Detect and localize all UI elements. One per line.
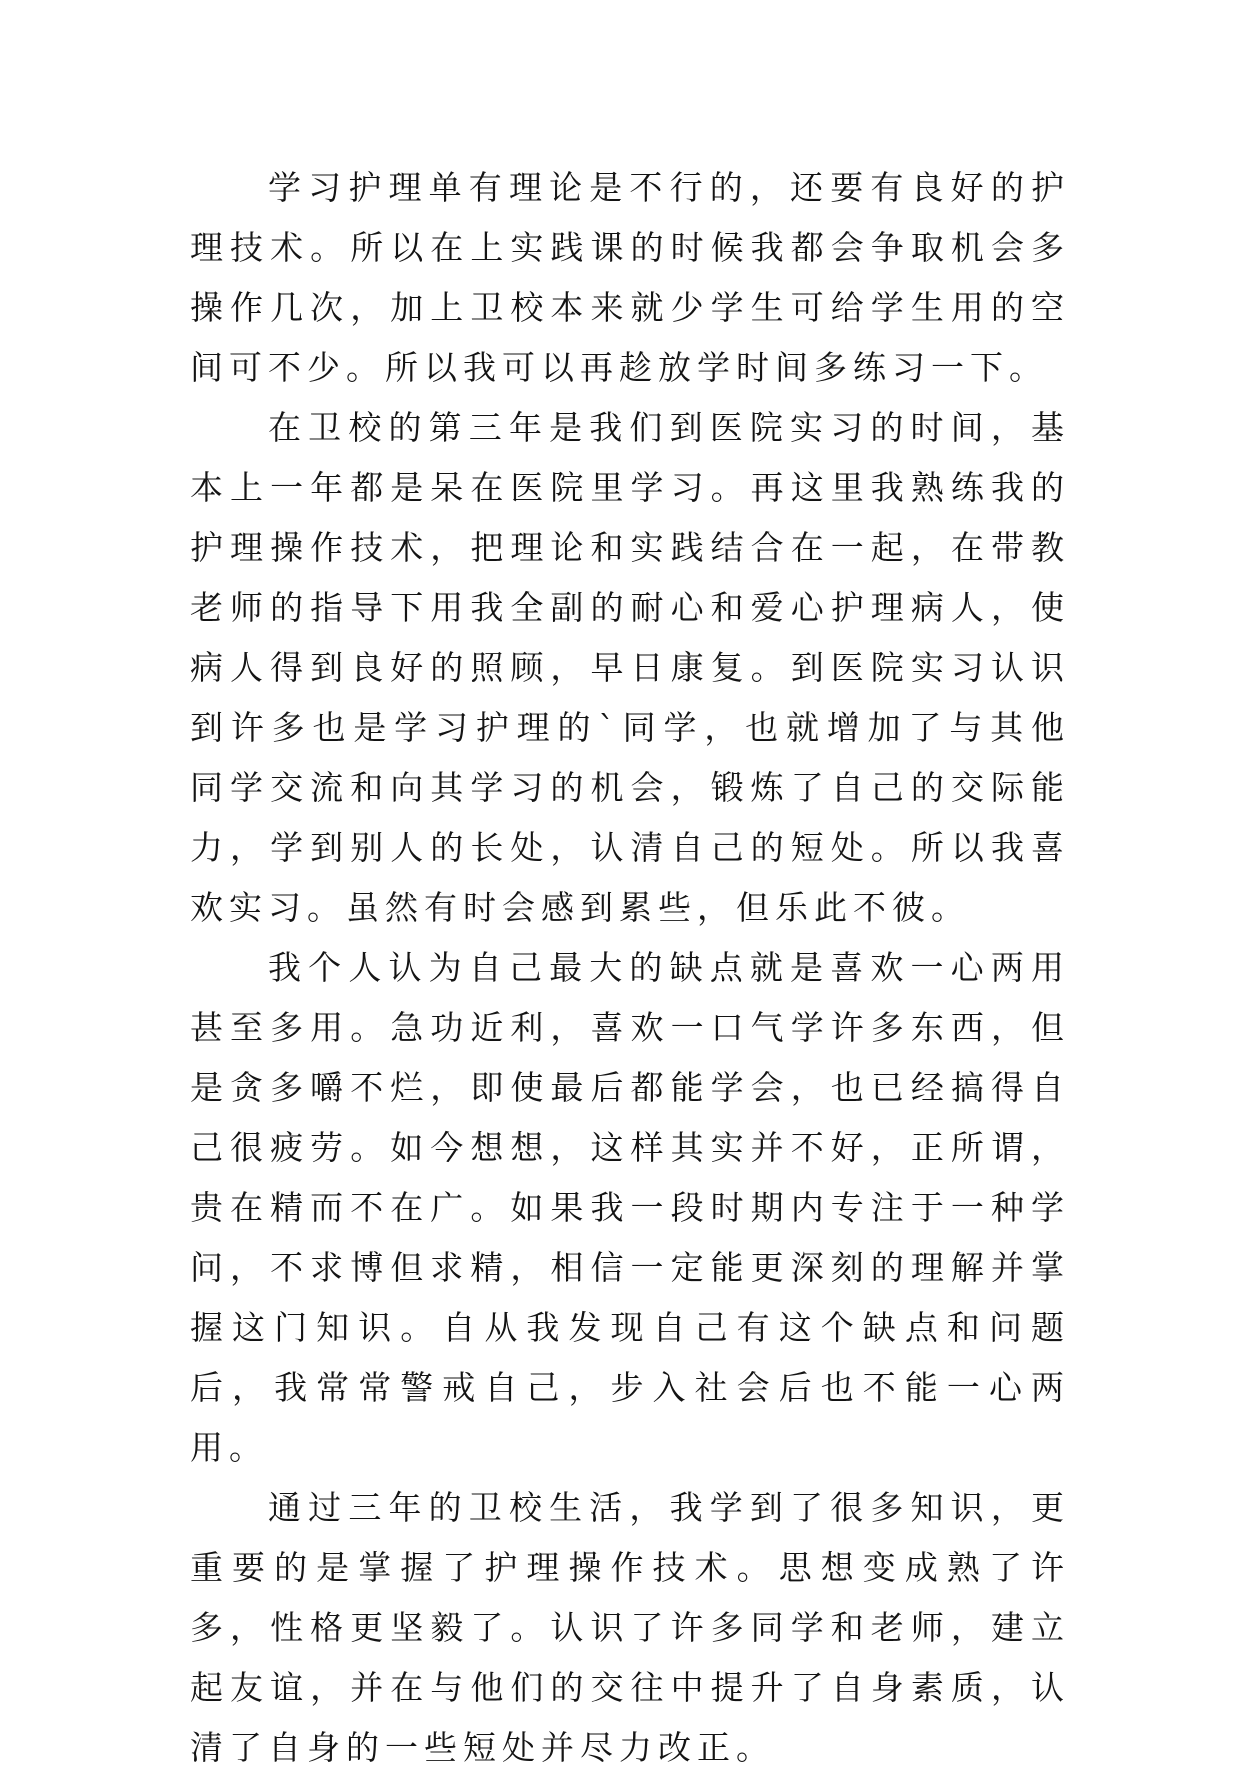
- paragraph-summary: 通过三年的卫校生活，我学到了很多知识，更重要的是掌握了护理操作技术。思想变成熟了许多，性格更坚毅了。认识了许多同学和老师，建立起友谊，并在与他们的交往中提升了自身素质，认清了自身的一些短处并尽力改正。: [190, 1488, 1070, 1767]
- paragraph-internship: 在卫校的第三年是我们到医院实习的时间，基本上一年都是呆在医院里学习。再这里我熟练我的护理操作技术，把理论和实践结合在一起，在带教老师的指导下用我全副的耐心和爱心护理病人，使病人得到良好的照顾，早日康复。到医院实习认识到许多也是学习护理的`同学，也就增加了与其他同学交流和向其学习的机会，锻炼了自己的交际能力，学到别人的长处，认清自己的短处。所以我喜欢实习。虽然有时会感到累些，但乐此不彼。: [190, 408, 1070, 927]
- paragraph-shortcoming: 我个人认为自己最大的缺点就是喜欢一心两用甚至多用。急功近利，喜欢一口气学许多东西，但是贪多嚼不烂，即使最后都能学会，也已经搞得自己很疲劳。如今想想，这样其实并不好，正所谓，贵在精而不在广。如果我一段时期内专注于一种学问，不求博但求精，相信一定能更深刻的理解并掌握这门知识。自从我发现自己有这个缺点和问题后，我常常警戒自己，步入社会后也不能一心两用。: [190, 948, 1070, 1467]
- paragraph-practice: 学习护理单有理论是不行的，还要有良好的护理技术。所以在上实践课的时候我都会争取机会多操作几次，加上卫校本来就少学生可给学生用的空间可不少。所以我可以再趁放学时间多练习一下。: [190, 168, 1070, 387]
- document-body: [190, 158, 1070, 1778]
